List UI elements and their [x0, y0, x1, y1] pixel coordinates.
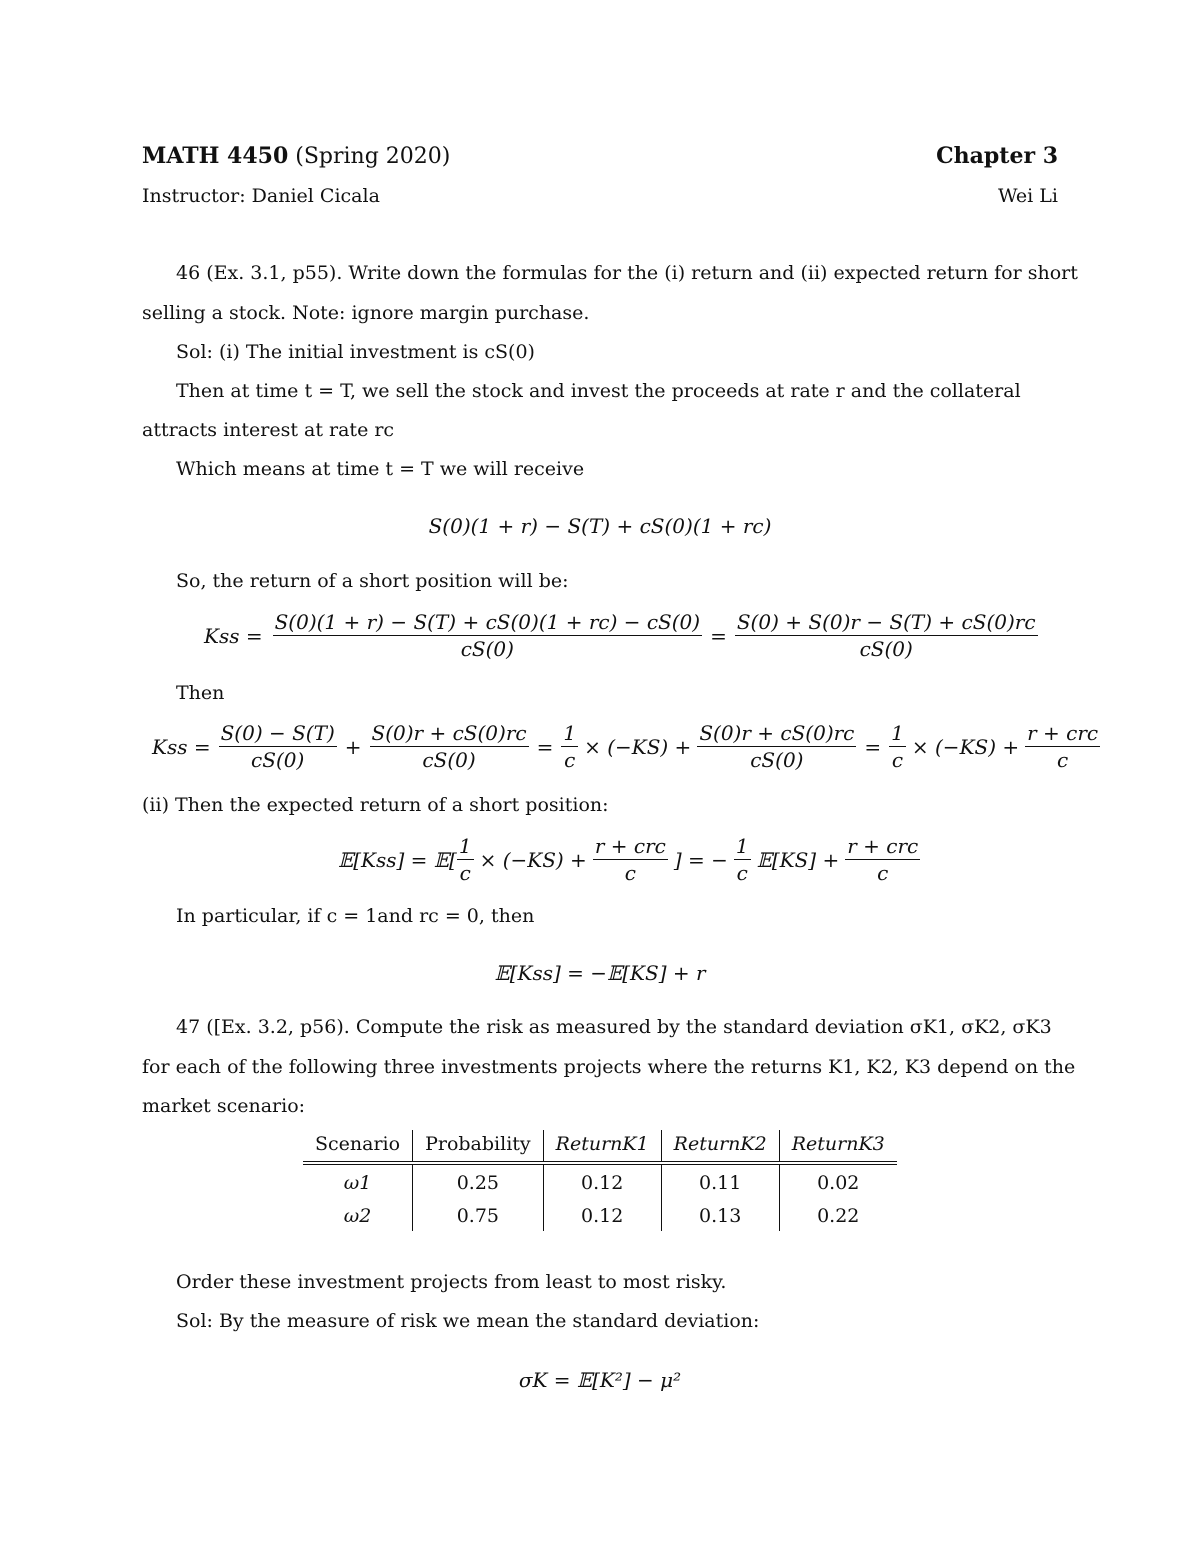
one-over-c — [457, 833, 474, 886]
eq-sigma: σK = 𝔼[K²] − μ² — [518, 1368, 682, 1392]
table-header-row — [303, 1130, 897, 1163]
author-name: Wei Li — [997, 185, 1058, 207]
course-term: (Spring 2020) — [295, 144, 451, 169]
table-cell: 0.12 — [543, 1163, 661, 1198]
frac-den: c — [564, 748, 576, 772]
eq-expected — [338, 833, 920, 886]
kss2-frac-2-num: S(0)r + cS(0)rc — [371, 721, 527, 745]
times-neg-ks: × (−KS) + — [911, 734, 1020, 759]
frac-num: 1 — [563, 721, 577, 745]
eq-kss-2 — [152, 720, 1100, 773]
times-neg-ks: × (−KS) + — [479, 847, 587, 872]
instructor-line: Instructor: Daniel Cicala — [142, 185, 380, 207]
table-cell: 0.75 — [413, 1198, 544, 1231]
course-title — [142, 143, 450, 169]
frac-den: c — [736, 861, 748, 885]
table-cell: 0.22 — [779, 1198, 897, 1231]
eq-receive: S(0)(1 + r) − S(T) + cS(0)(1 + rc) — [428, 514, 772, 538]
chapter-title: Chapter 3 — [936, 143, 1058, 169]
one-over-c — [561, 720, 578, 773]
table-cell: 0.13 — [661, 1198, 779, 1231]
kss2-lhs: Kss = — [152, 734, 211, 759]
col-header: ReturnK3 — [779, 1130, 897, 1163]
q46-then-line1: Then at time t = T, we sell the stock and invest the proceeds at rate r and the collateral — [176, 380, 1021, 402]
frac-den: c — [459, 861, 471, 885]
q47-line3: market scenario: — [142, 1095, 306, 1117]
exp-eks: 𝔼[KS] + — [756, 847, 840, 872]
frac-num: 1 — [458, 834, 472, 858]
table-row — [303, 1163, 897, 1198]
kss2-frac-3 — [697, 720, 856, 773]
then-label: Then — [176, 682, 225, 704]
kss2-frac-2 — [370, 720, 529, 773]
frac-num: 1 — [735, 834, 749, 858]
col-header: ReturnK2 — [661, 1130, 779, 1163]
one-over-c — [734, 833, 751, 886]
ii-line: (ii) Then the expected return of a short position: — [142, 794, 609, 816]
table-cell: 0.11 — [661, 1163, 779, 1198]
kss2-frac-1-den: cS(0) — [251, 748, 305, 772]
frac-den: c — [877, 861, 889, 885]
q47-order: Order these investment projects from least to most risky. — [176, 1271, 727, 1293]
frac-num: r + crc — [594, 834, 666, 858]
equals-sign: = — [536, 734, 554, 759]
q47-line1: 47 ([Ex. 3.2, p56). Compute the risk as measured by the standard deviation σK1, σK2, σK3 — [176, 1016, 1052, 1038]
exp-mid: ] = − — [673, 847, 728, 872]
frac-den: c — [624, 861, 636, 885]
eq-kss-1 — [204, 609, 1038, 662]
r-plus-crc-over-c — [593, 833, 668, 886]
kss-frac-2-num: S(0) + S(0)r − S(T) + cS(0)rc — [736, 610, 1036, 634]
course-code: MATH 4450 — [142, 143, 289, 169]
kss2-frac-1-num: S(0) − S(T) — [220, 721, 335, 745]
q46-line1: 46 (Ex. 3.1, p55). Write down the formulas for the (i) return and (ii) expected return for short — [176, 262, 1078, 284]
kss-frac-2 — [735, 609, 1038, 662]
table-cell: 0.02 — [779, 1163, 897, 1198]
kss2-frac-2-den: cS(0) — [422, 748, 476, 772]
times-neg-ks: × (−KS) + — [584, 734, 692, 759]
col-header: ReturnK1 — [543, 1130, 661, 1163]
q46-sol-i: Sol: (i) The initial investment is cS(0) — [176, 341, 535, 363]
frac-num: r + crc — [847, 834, 919, 858]
kss2-frac-3-den: cS(0) — [750, 748, 804, 772]
frac-num: r + crc — [1027, 721, 1099, 745]
col-header: Scenario — [303, 1130, 413, 1163]
table-cell: ω2 — [343, 1205, 372, 1227]
exp-lhs: 𝔼[Kss] = 𝔼[ — [338, 847, 457, 872]
frac-den: c — [1057, 748, 1069, 772]
table-row — [303, 1198, 897, 1231]
q46-line2: selling a stock. Note: ignore margin purchase. — [142, 302, 590, 324]
equals-sign: = — [710, 623, 727, 648]
kss2-frac-1 — [219, 720, 337, 773]
one-over-c — [889, 720, 906, 773]
r-plus-crc-over-c — [1025, 720, 1100, 773]
col-header: Probability — [413, 1130, 544, 1163]
plus-sign: + — [344, 734, 362, 759]
table-cell: 0.12 — [543, 1198, 661, 1231]
eq-particular: 𝔼[Kss] = −𝔼[KS] + r — [494, 961, 706, 985]
kss2-frac-3-num: S(0)r + cS(0)rc — [699, 721, 855, 745]
frac-num: 1 — [891, 721, 904, 745]
kss-lhs: Kss = — [204, 623, 263, 648]
frac-den: c — [891, 748, 904, 772]
r-plus-crc-over-c — [845, 833, 920, 886]
kss-frac-1-den: cS(0) — [460, 637, 514, 661]
q47-sol: Sol: By the measure of risk we mean the standard deviation: — [176, 1310, 760, 1332]
equals-sign: = — [864, 734, 882, 759]
kss-frac-1-num: S(0)(1 + r) − S(T) + cS(0)(1 + rc) − cS(0) — [274, 610, 701, 634]
table-cell: ω1 — [343, 1172, 372, 1194]
kss-frac-1 — [273, 609, 703, 662]
q46-so-return: So, the return of a short position will be: — [176, 570, 569, 592]
particular-line: In particular, if c = 1and rc = 0, then — [176, 905, 535, 927]
scenario-table — [303, 1130, 897, 1231]
kss-frac-2-den: cS(0) — [859, 637, 913, 661]
table-cell: 0.25 — [413, 1163, 544, 1198]
q46-then-line2: attracts interest at rate rc — [142, 419, 395, 441]
q46-which-means: Which means at time t = T we will receive — [176, 458, 585, 480]
q47-line2: for each of the following three investments projects where the returns K1, K2, K3 depend on the — [142, 1056, 1076, 1078]
